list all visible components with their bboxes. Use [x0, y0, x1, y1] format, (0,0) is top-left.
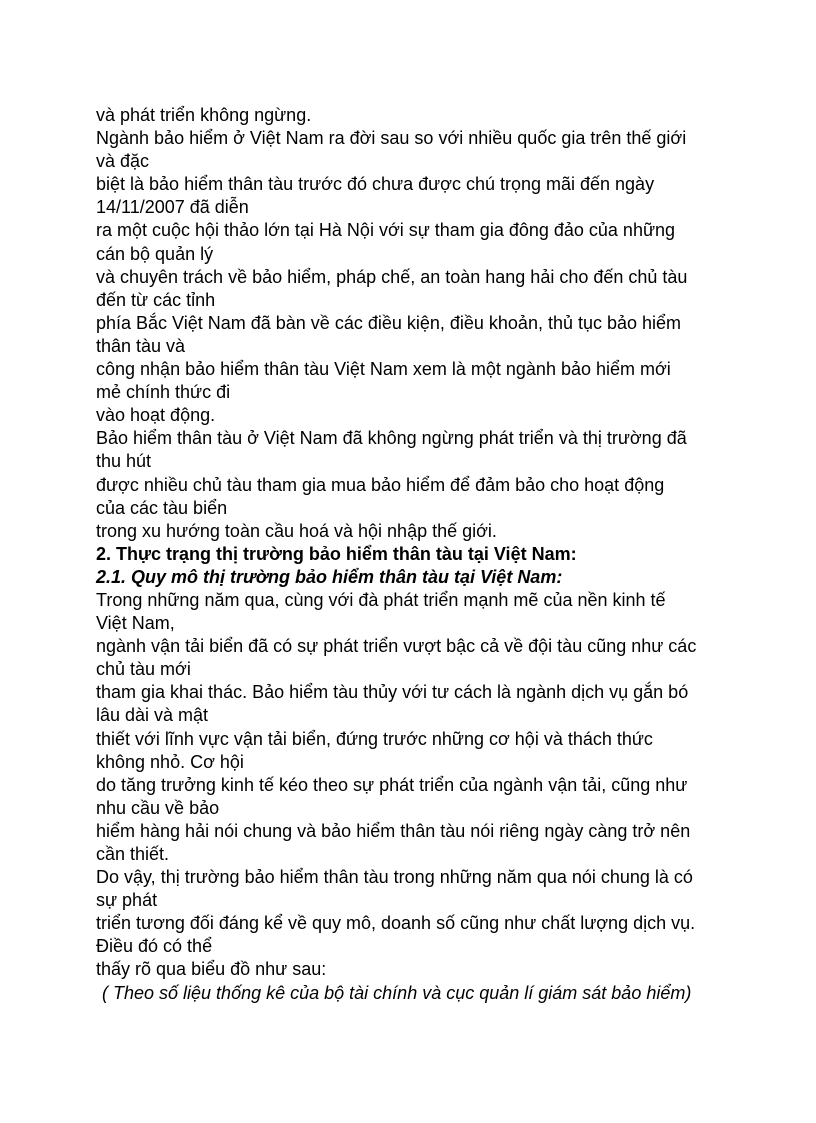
text-line: hiểm hàng hải nói chung và bảo hiểm thân tàu nói riêng ngày càng trở nên: [96, 820, 691, 841]
text-line: chủ tàu mới: [96, 659, 191, 680]
text-line: phía Bắc Việt Nam đã bàn về các điều kiện, điều khoản, thủ tục bảo hiểm: [96, 312, 682, 333]
text-line: và đặc: [96, 151, 150, 172]
text-line: cán bộ quản lý: [96, 243, 214, 264]
text-line: 14/11/2007 đã diễn: [96, 197, 249, 218]
text-line: ra một cuộc hội thảo lớn tại Hà Nội với sự tham gia đông đảo của những: [96, 220, 676, 241]
text-line: lâu dài và mật: [96, 705, 209, 726]
text-line: Điều đó có thể: [96, 936, 213, 957]
text-line: triển tương đối đáng kể về quy mô, doanh số cũng như chất lượng dịch vụ.: [96, 913, 696, 934]
text-line: Việt Nam,: [96, 613, 175, 634]
text-line: tham gia khai thác. Bảo hiểm tàu thủy với tư cách là ngành dịch vụ gắn bó: [96, 682, 689, 703]
text-line: Trong những năm qua, cùng với đà phát triển mạnh mẽ của nền kinh tế: [96, 589, 666, 610]
text-line: của các tàu biển: [96, 497, 228, 518]
text-line: do tăng trưởng kinh tế kéo theo sự phát triển của ngành vận tải, cũng như: [96, 774, 688, 795]
text-line: Do vậy, thị trường bảo hiểm thân tàu trong những năm qua nói chung là có: [96, 867, 693, 888]
body-paragraphs: [96, 589, 736, 982]
text-line: thấy rõ qua biểu đồ như sau:: [96, 959, 327, 980]
text-line: sự phát: [96, 890, 158, 911]
text-line: Ngành bảo hiểm ở Việt Nam ra đời sau so với nhiều quốc gia trên thế giới: [96, 128, 687, 149]
text-line: đến từ các tỉnh: [96, 289, 216, 310]
text-line: công nhận bảo hiểm thân tàu Việt Nam xem là một ngành bảo hiểm mới: [96, 359, 671, 380]
text-line: thu hút: [96, 451, 152, 472]
text-line: nhu cầu về bảo: [96, 797, 220, 818]
section-heading-2-1: 2.1. Quy mô thị trường bảo hiểm thân tàu tại Việt Nam:: [96, 566, 563, 587]
text-line: thân tàu và: [96, 335, 186, 356]
text-line: ngành vận tải biển đã có sự phát triển vượt bậc cả về đội tàu cũng như các: [96, 636, 697, 657]
text-line: không nhỏ. Cơ hội: [96, 751, 244, 772]
text-line: trong xu hướng toàn cầu hoá và hội nhập thế giới.: [96, 520, 497, 541]
text-line: biệt là bảo hiểm thân tàu trước đó chưa được chú trọng mãi đến ngày: [96, 174, 655, 195]
intro-paragraphs: [96, 104, 736, 543]
text-line: được nhiều chủ tàu tham gia mua bảo hiểm để đảm bảo cho hoạt động: [96, 474, 665, 495]
text-line: cần thiết.: [96, 844, 170, 864]
text-line: và phát triển không ngừng.: [96, 105, 312, 125]
text-line: vào hoạt động.: [96, 405, 216, 426]
text-line: thiết với lĩnh vực vận tải biển, đứng trước những cơ hội và thách thức: [96, 728, 653, 749]
document-page: [96, 104, 736, 1005]
text-line: và chuyên trách về bảo hiểm, pháp chế, an toàn hang hải cho đến chủ tàu: [96, 266, 688, 287]
source-note: ( Theo số liệu thống kê của bộ tài chính và cục quản lí giám sát bảo hiểm): [102, 982, 692, 1003]
text-line: Bảo hiểm thân tàu ở Việt Nam đã không ngừng phát triển và thị trường đã: [96, 428, 687, 449]
section-heading-2: 2. Thực trạng thị trường bảo hiểm thân tàu tại Việt Nam:: [96, 543, 577, 564]
text-line: mẻ chính thức đi: [96, 382, 231, 403]
